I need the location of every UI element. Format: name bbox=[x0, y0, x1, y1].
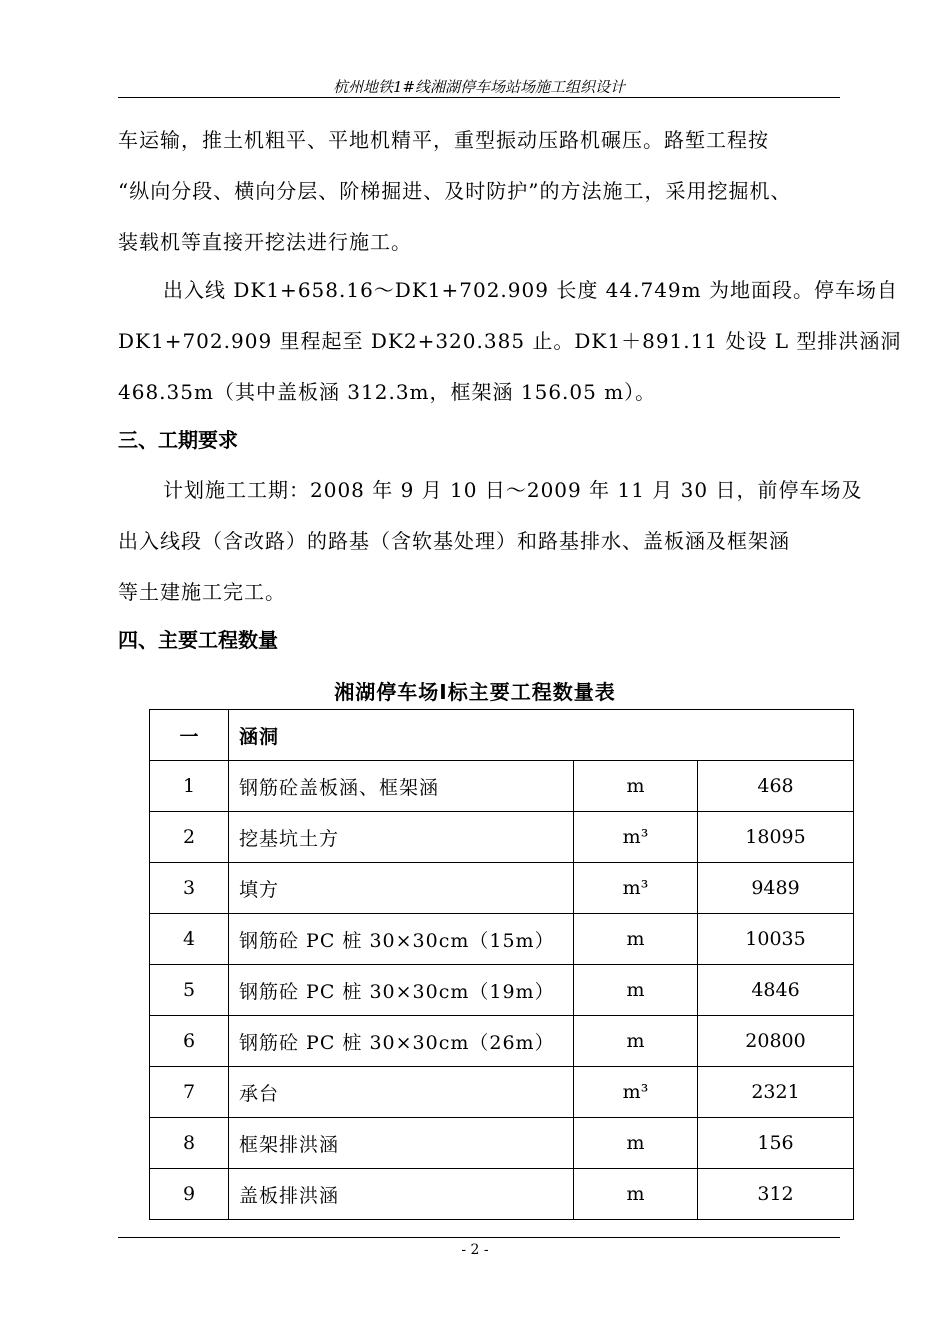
section-name: 涵洞 bbox=[229, 710, 854, 761]
page-number: - 2 - bbox=[461, 1242, 489, 1258]
row-number: 5 bbox=[150, 965, 229, 1016]
paragraph-1-line-1: 车运输，推土机粗平、平地机精平，重型振动压路机碾压。路堑工程按 bbox=[118, 128, 769, 152]
table-row bbox=[150, 1118, 854, 1169]
paragraph-2-line-2: DK1+702.909 里程起至 DK2+320.385 止。DK1＋891.11 处设 L 型排洪涵洞 bbox=[118, 329, 902, 353]
row-quantity: 312 bbox=[698, 1169, 854, 1220]
row-unit: m bbox=[574, 965, 698, 1016]
row-unit: m bbox=[574, 914, 698, 965]
paragraph-3-line-1: 计划施工工期：2008 年 9 月 10 日～2009 年 11 月 30 日，前停车场及 bbox=[163, 478, 863, 502]
row-unit: m bbox=[574, 1016, 698, 1067]
row-number: 1 bbox=[150, 761, 229, 812]
row-item-name: 填方 bbox=[229, 863, 574, 914]
paragraph-2-line-3: 468.35m（其中盖板涵 312.3m，框架涵 156.05 m）。 bbox=[118, 380, 657, 404]
row-unit: m bbox=[574, 1169, 698, 1220]
table-title: 湘湖停车场Ⅰ标主要工程数量表 bbox=[334, 680, 616, 704]
table-row bbox=[150, 1016, 854, 1067]
row-unit: m³ bbox=[574, 863, 698, 914]
section-heading-quantities: 四、主要工程数量 bbox=[118, 628, 278, 652]
row-quantity: 20800 bbox=[698, 1016, 854, 1067]
table-section-row bbox=[150, 710, 854, 761]
paragraph-1-line-3: 装载机等直接开挖法进行施工。 bbox=[118, 230, 412, 254]
row-number: 2 bbox=[150, 812, 229, 863]
row-unit: m³ bbox=[574, 1067, 698, 1118]
row-item-name: 钢筋砼 PC 桩 30×30cm（15m） bbox=[229, 914, 574, 965]
paragraph-3-line-2: 出入线段（含改路）的路基（含软基处理）和路基排水、盖板涵及框架涵 bbox=[118, 529, 790, 553]
footer-divider bbox=[118, 1237, 840, 1238]
page-header-title: 杭州地铁1#线湘湖停车场站场施工组织设计 bbox=[332, 78, 626, 96]
table-row bbox=[150, 761, 854, 812]
row-quantity: 2321 bbox=[698, 1067, 854, 1118]
row-item-name: 钢筋砼 PC 桩 30×30cm（26m） bbox=[229, 1016, 574, 1067]
table-row bbox=[150, 863, 854, 914]
row-number: 8 bbox=[150, 1118, 229, 1169]
row-number: 7 bbox=[150, 1067, 229, 1118]
row-quantity: 18095 bbox=[698, 812, 854, 863]
row-number: 3 bbox=[150, 863, 229, 914]
row-item-name: 挖基坑土方 bbox=[229, 812, 574, 863]
paragraph-1-line-2: “纵向分段、横向分层、阶梯掘进、及时防护”的方法施工，采用挖掘机、 bbox=[118, 179, 792, 203]
row-quantity: 9489 bbox=[698, 863, 854, 914]
row-number: 4 bbox=[150, 914, 229, 965]
row-item-name: 框架排洪涵 bbox=[229, 1118, 574, 1169]
row-item-name: 承台 bbox=[229, 1067, 574, 1118]
row-quantity: 10035 bbox=[698, 914, 854, 965]
paragraph-2-line-1: 出入线 DK1+658.16～DK1+702.909 长度 44.749m 为地面段。停车场自 bbox=[163, 278, 898, 302]
row-unit: m³ bbox=[574, 812, 698, 863]
row-item-name: 钢筋砼盖板涵、框架涵 bbox=[229, 761, 574, 812]
quantity-table bbox=[149, 709, 854, 1220]
row-number: 6 bbox=[150, 1016, 229, 1067]
row-unit: m bbox=[574, 761, 698, 812]
row-unit: m bbox=[574, 1118, 698, 1169]
row-quantity: 156 bbox=[698, 1118, 854, 1169]
header-divider bbox=[118, 97, 840, 98]
row-item-name: 钢筋砼 PC 桩 30×30cm（19m） bbox=[229, 965, 574, 1016]
paragraph-3-line-3: 等土建施工完工。 bbox=[118, 580, 286, 604]
row-item-name: 盖板排洪涵 bbox=[229, 1169, 574, 1220]
table-row bbox=[150, 1067, 854, 1118]
row-number: 9 bbox=[150, 1169, 229, 1220]
table-row bbox=[150, 1169, 854, 1220]
row-quantity: 4846 bbox=[698, 965, 854, 1016]
table-row bbox=[150, 812, 854, 863]
section-number: 一 bbox=[150, 710, 229, 761]
table-row bbox=[150, 965, 854, 1016]
section-heading-schedule: 三、工期要求 bbox=[118, 428, 238, 452]
row-quantity: 468 bbox=[698, 761, 854, 812]
table-row bbox=[150, 914, 854, 965]
